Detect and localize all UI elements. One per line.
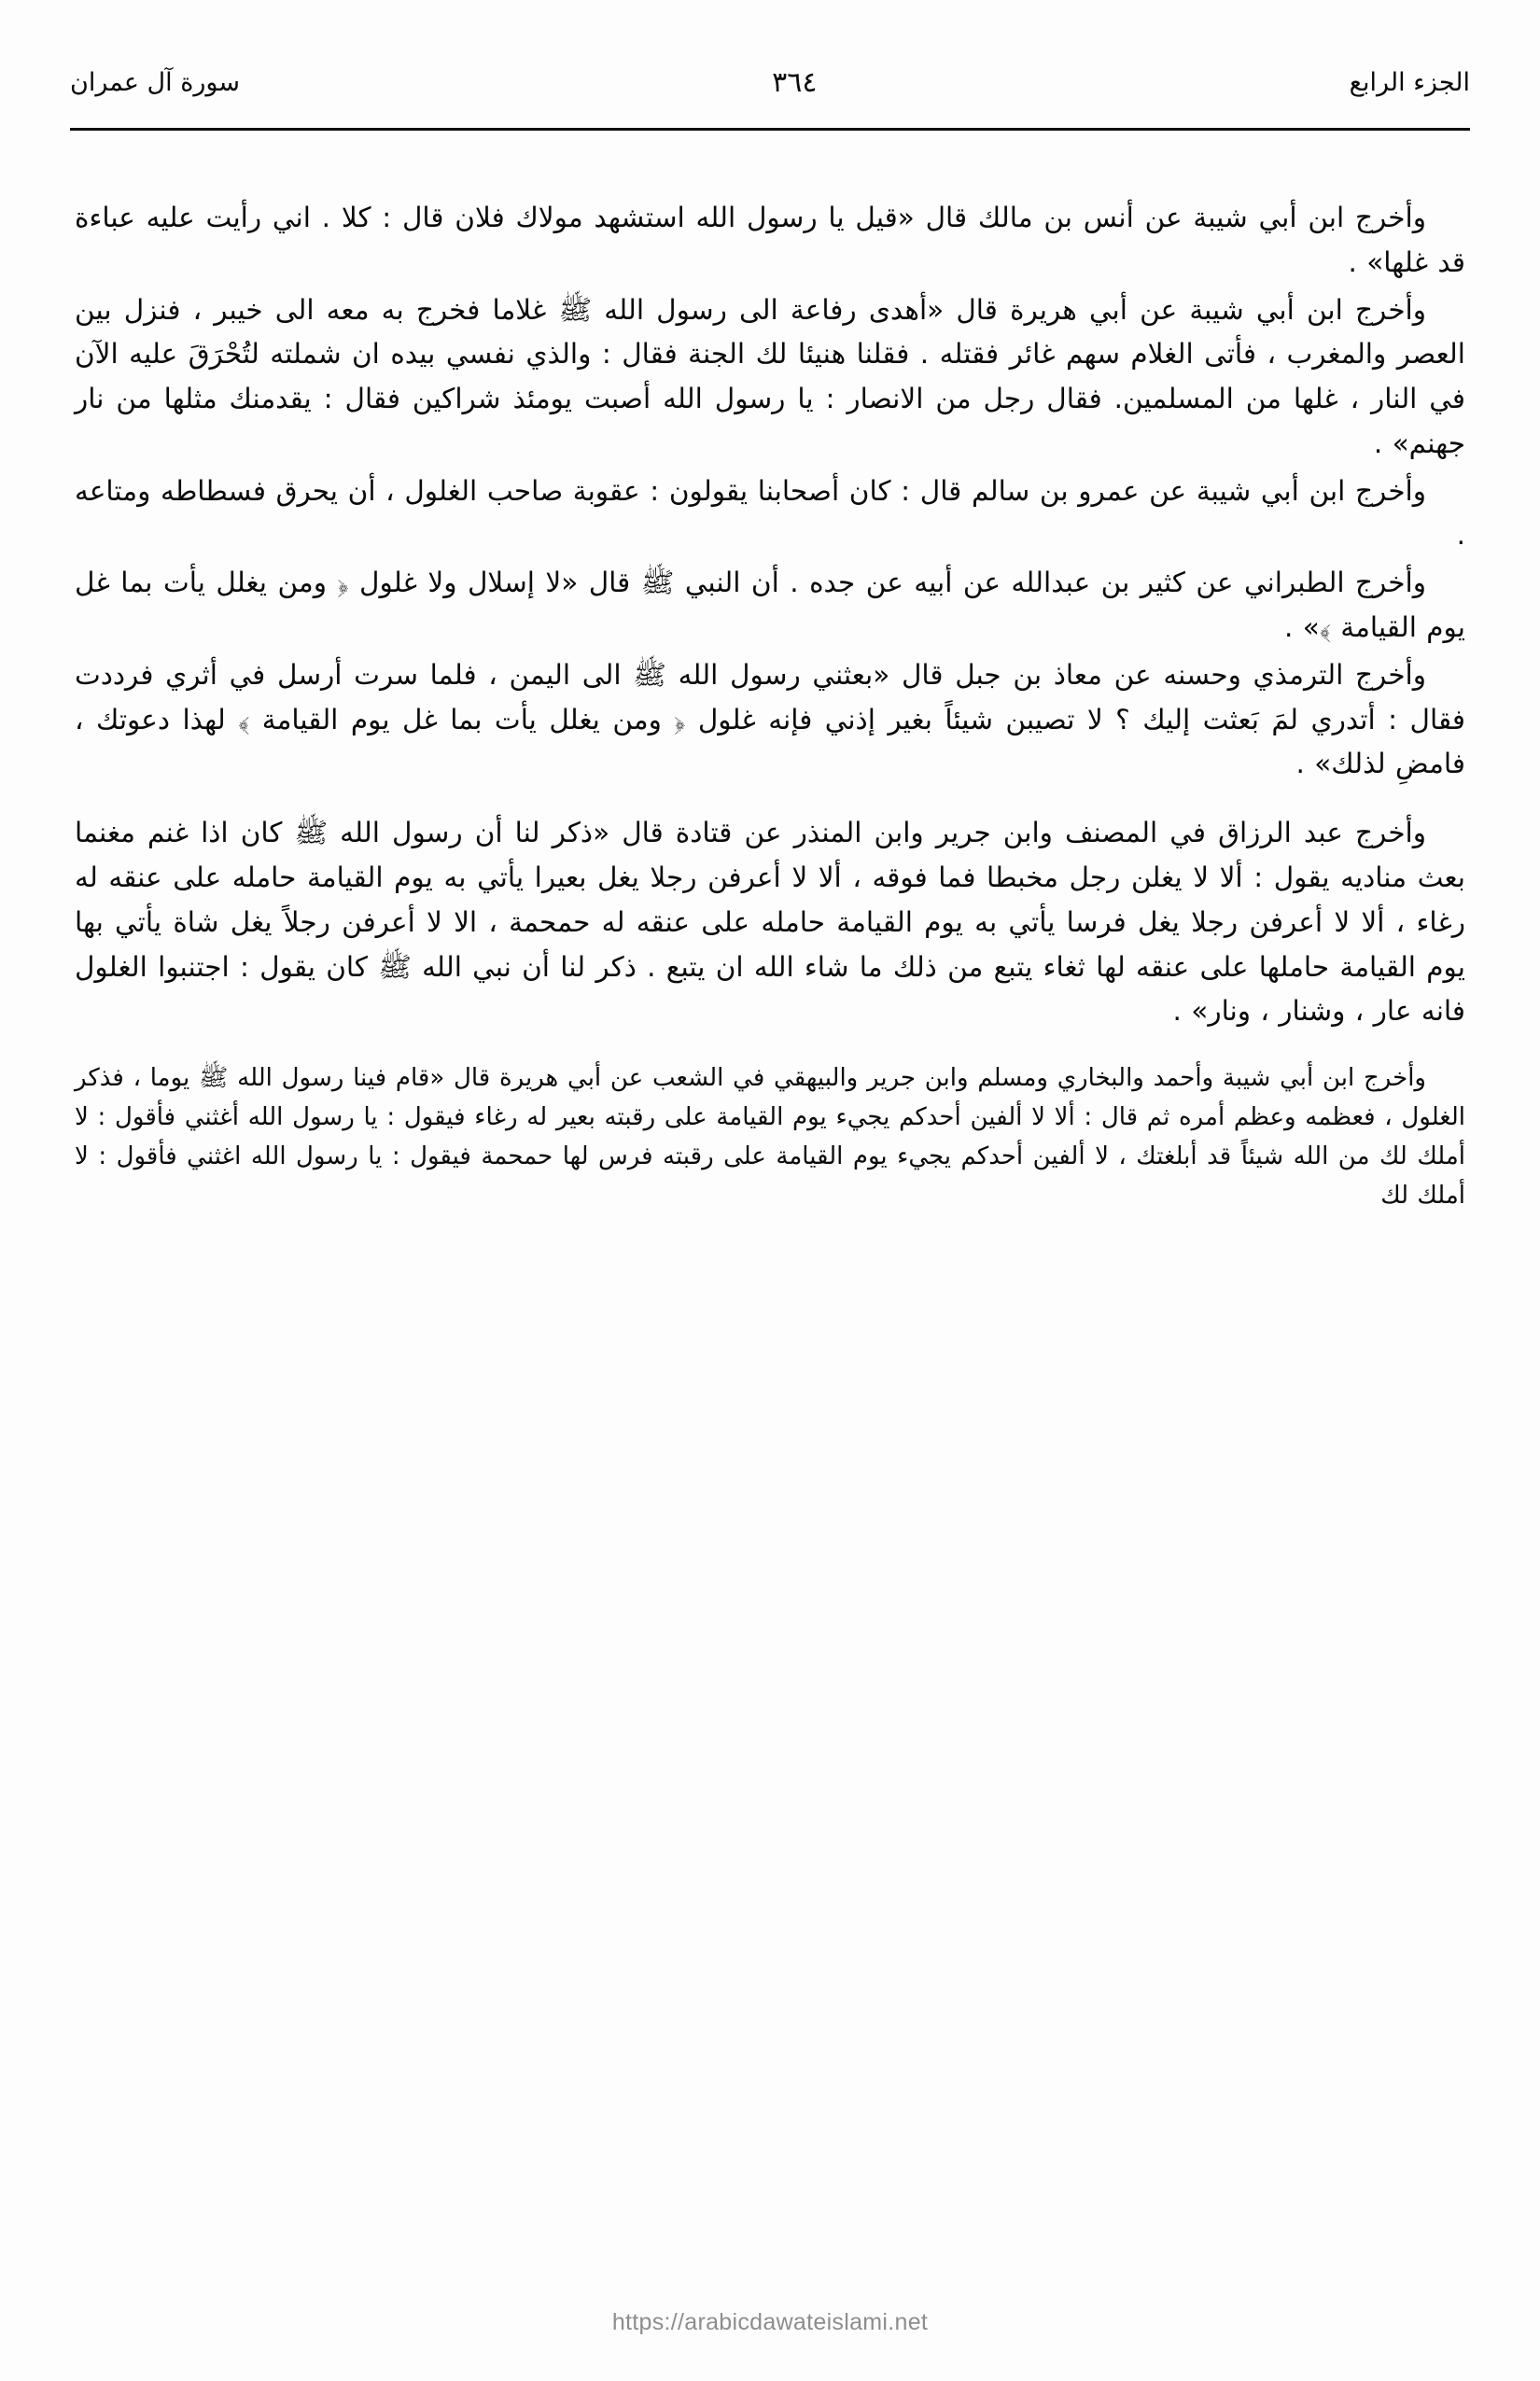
header-divider: [70, 128, 1470, 131]
page-content: [75, 196, 1465, 1219]
paragraph: وأخرج الترمذي وحسنه عن معاذ بن جبل قال «بعثني رسول الله ﷺ الى اليمن ، فلما سرت أرسل في أثري فرددت فقال : أتدري لمَ بَعثت إليك ؟ لا تصيبن شيئاً بغير إذني فإنه غلول ﴿ ومن يغلل يأت بما غل يوم القيامة ﴾ لهذا دعوتك ، فامضِ لذلك» .: [75, 658, 1465, 780]
paragraph: وأخرج ابن أبي شيبة عن أبي هريرة قال «أهدى رفاعة الى رسول الله ﷺ غلاما فخرج به معه الى خيبر ، فنزل بين العصر والمغرب ، فأتى الغلام سهم غائر فقتله . فقلنا هنيئا لك الجنة فقال : والذي نفسي بيده ان شملته لتُحْرَقَ عليه الآن في النار ، غلها من المسلمين. فقال رجل من الانصار : يا رسول الله أصبت يومئذ شراكين فقال : يقدمنك مثلها من نار جهنم» .: [75, 293, 1465, 459]
paragraph: وأخرج ابن أبي شيبة عن عمرو بن سالم قال : كان أصحابنا يقولون : عقوبة صاحب الغلول ، أن يحرق فسطاطه ومتاعه .: [75, 474, 1465, 552]
page-header: [70, 54, 1470, 110]
header-surah-label: سورة آل عمران: [70, 67, 241, 97]
header-juz-label: الجزء الرابع: [1349, 67, 1470, 97]
watermark-url: https://arabicdawateislami.net: [611, 2309, 929, 2335]
page-number: ٣٦٤: [772, 65, 818, 99]
paragraph: وأخرج ابن أبي شيبة عن أنس بن مالك قال «قيل يا رسول الله استشهد مولاك فلان قال : كلا . اني رأيت عليه عباءة قد غلها» .: [75, 202, 1465, 278]
paragraph: وأخرج الطبراني عن كثير بن عبدالله عن أبيه عن جده . أن النبي ﷺ قال «لا إسلال ولا غلول ﴿ ومن يغلل يأت بما غل يوم القيامة ﴾» .: [75, 567, 1465, 644]
paragraph: وأخرج عبد الرزاق في المصنف وابن جرير وابن المنذر عن قتادة قال «ذكر لنا أن رسول الله ﷺ كان اذا غنم مغنما بعث مناديه يقول : ألا لا يغلن رجل مخبطا فما فوقه ، ألا لا أعرفن رجلا يغل بعيرا يأتي به يوم القيامة حامله على عنقه له رغاء ، ألا لا أعرفن رجلا يغل فرسا يأتي به يوم القيامة حامله على عنقه له حمحمة ، الا لا أعرفن رجلاً يغل شاة يأتي بها يوم القيامة حاملها على عنقه لها ثغاء يتبع من ذلك ما شاء الله ان يتبع . ذكر لنا أن نبي الله ﷺ كان يقول : اجتنبوا الغلول فانه عار ، وشنار ، ونار» .: [75, 817, 1465, 1028]
paragraph: وأخرج ابن أبي شيبة وأحمد والبخاري ومسلم وابن جرير والبيهقي في الشعب عن أبي هريرة قال «قام فينا رسول الله ﷺ يوما ، فذكر الغلول ، فعظمه وعظم أمره ثم قال : ألا لا ألفين أحدكم يجيء يوم القيامة على رقبته بعير له رغاء فيقول : يا رسول الله أغثني فأقول : لا أملك لك من الله شيئاً قد أبلغتك ، لا ألفين أحدكم يجيء يوم القيامة على رقبته فرس لها حمحمة فيقول : يا رسول الله اغثني فأقول : لا أملك لك: [75, 1064, 1465, 1211]
